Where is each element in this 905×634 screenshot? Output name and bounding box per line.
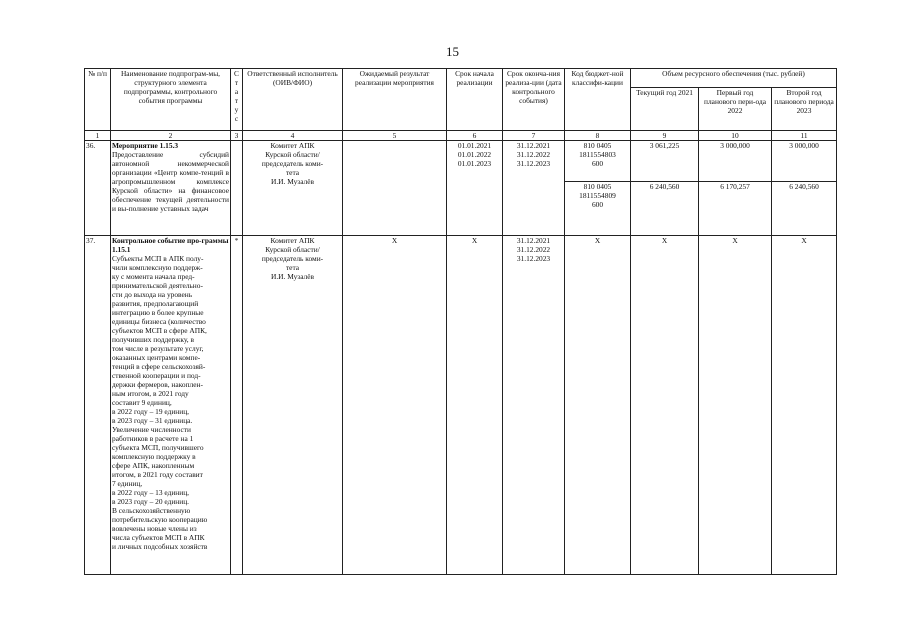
amount-2023: 6 240,560 [772, 182, 837, 236]
amount-2023: 3 000,000 [772, 141, 837, 182]
header-code: Код бюджет-ной классифи-кации [565, 69, 631, 131]
budget-code [565, 141, 631, 182]
table-row [85, 236, 837, 575]
column-number: 3 [231, 131, 243, 141]
row-text-line: числа субъектов МСП в АПК [112, 533, 205, 542]
column-number: 6 [447, 131, 503, 141]
header-name: Наименование подпрограм-мы, структурного элемента подпрограммы, контрольного события программы [111, 69, 231, 131]
row-text-line: и личных подсобных хозяйств [112, 542, 208, 551]
row-text-line: том числе в результате услуг, [112, 344, 204, 353]
row-start: X [447, 236, 503, 575]
row-name [111, 236, 231, 575]
row-status: * [231, 236, 243, 575]
row-text-line: получивших поддержку, в [112, 335, 194, 344]
row-end [503, 141, 565, 236]
row-text-line: держки фермеров, накоплен- [112, 380, 203, 389]
amount-2022: 3 000,000 [699, 141, 772, 182]
header-num: № п/п [85, 69, 111, 131]
row-text-line: ственной кооперации и под- [112, 371, 201, 380]
row-text-line: субъектов МСП в сфере АПК, [112, 326, 207, 335]
column-number: 1 [85, 131, 111, 141]
start-date: 01.01.2021 [457, 141, 492, 150]
amount-2022: X [699, 236, 772, 575]
responsible-line: Курской области/ [265, 245, 320, 254]
row-description: Предоставление субсидий автономной некоммерческой организации «Центр компе-тенций в агропромышленном комплексе Курской области» на финансовое обеспечение текущей деятельности и вы-полнение уставных задач [112, 150, 229, 213]
start-date: 01.01.2023 [457, 159, 492, 168]
header-current-year: Текущий год 2021 [631, 88, 699, 131]
end-date: 31.12.2021 [516, 236, 551, 245]
row-text-line: ным итогом, в 2021 году [112, 389, 189, 398]
row-name [111, 141, 231, 236]
row-responsible [243, 141, 343, 236]
column-number: 7 [503, 131, 565, 141]
row-text-line: в 2023 году – 20 единиц. [112, 497, 189, 506]
end-date: 31.12.2023 [516, 159, 551, 168]
responsible-line: Комитет АПК [270, 236, 315, 245]
responsible-line: тета [285, 263, 300, 272]
header-volume: Объем ресурсного обеспечения (тыс. рублей) [631, 69, 837, 88]
header-end: Срок оконча-ния реализа-ции (дата контрольного события) [503, 69, 565, 131]
responsible-line: тета [285, 168, 300, 177]
table-row [85, 141, 837, 182]
responsible-line: И.И. Музалёв [270, 177, 315, 186]
responsible-line: И.И. Музалёв [270, 272, 315, 281]
start-date: 01.01.2022 [457, 150, 492, 159]
budget-code-line: 600 [591, 200, 604, 210]
header-second-year: Второй год планового периода 2023 [772, 88, 837, 131]
row-text-line: В сельскохозяйственную [112, 506, 191, 515]
header-status-letter: а [234, 87, 239, 96]
row-text-line: составит 9 единиц, [112, 398, 172, 407]
row-text-line: итогом, в 2021 году составит [112, 470, 203, 479]
header-status-letter: С [234, 69, 239, 78]
row-result [343, 141, 447, 236]
row-text-line: 7 единиц, [112, 479, 143, 488]
row-text-line: чили комплексную поддерж- [112, 263, 203, 272]
row-title: Мероприятие 1.15.3 [112, 141, 179, 150]
amount-2021: X [631, 236, 699, 575]
header-status-letter: т [234, 78, 239, 87]
budget-code-line: 1811554809 [579, 191, 616, 201]
row-end [503, 236, 565, 575]
row-text-line: сти до выхода на уровень [112, 290, 193, 299]
row-text-line: оказанных центрами компе- [112, 353, 201, 362]
responsible-line: Курской области/ [265, 150, 320, 159]
amount-2021: 6 240,560 [631, 182, 699, 236]
column-number: 10 [699, 131, 772, 141]
header-start: Срок начала реализации [447, 69, 503, 131]
header-status-letter: у [234, 105, 239, 114]
responsible-line: председатель коми- [261, 159, 324, 168]
column-number: 5 [343, 131, 447, 141]
row-text-line: принимательской деятельно- [112, 281, 203, 290]
row-text-line: потребительскую кооперацию [112, 515, 208, 524]
row-text-line: комплексную поддержку в [112, 452, 196, 461]
budget-code-line: 1811554803 [579, 150, 616, 159]
header-responsible: Ответственный исполнитель (ОИВ/ФИО) [243, 69, 343, 131]
responsible-line: Комитет АПК [270, 141, 315, 150]
end-date: 31.12.2023 [516, 254, 551, 263]
row-responsible [243, 236, 343, 575]
row-text-line: в 2023 году – 31 единица. [112, 416, 193, 425]
responsible-line: председатель коми- [261, 254, 324, 263]
column-number: 2 [111, 131, 231, 141]
row-text-line: сфере АПК, накопленным [112, 461, 195, 470]
budget-code-line: 810 0405 [583, 141, 612, 150]
column-number: 8 [565, 131, 631, 141]
column-numbers-row [85, 131, 837, 141]
header-row [85, 69, 837, 88]
row-start [447, 141, 503, 236]
row-text-line: тенций в сфере сельскохозяй- [112, 362, 206, 371]
row-text-line: в 2022 году – 13 единиц, [112, 488, 189, 497]
end-date: 31.12.2022 [516, 150, 551, 159]
row-number: 37. [85, 236, 111, 575]
budget-code [565, 182, 631, 236]
program-table [84, 68, 837, 575]
row-title: Контрольное событие про-граммы 1.15.1 [112, 236, 229, 254]
row-text-line: в 2022 году – 19 единиц, [112, 407, 189, 416]
budget-code-line: 810 0405 [583, 182, 612, 192]
header-status-letter: т [234, 96, 239, 105]
row-result: X [343, 236, 447, 575]
row-number: 36. [85, 141, 111, 236]
row-text-line: работников в расчете на 1 [112, 434, 194, 443]
header-status-letter: с [234, 114, 239, 123]
budget-code: X [565, 236, 631, 575]
header-result: Ожидаемый результат реализации мероприятия [343, 69, 447, 131]
amount-2023: X [772, 236, 837, 575]
row-text-line: вовлечены новые члены из [112, 524, 197, 533]
row-text-line: развития, предполагающий [112, 299, 199, 308]
row-status [231, 141, 243, 236]
header-first-year: Первый год планового пери-ода 2022 [699, 88, 772, 131]
column-number: 4 [243, 131, 343, 141]
header-status [231, 69, 243, 131]
end-date: 31.12.2021 [516, 141, 551, 150]
page-number: 15 [446, 44, 459, 59]
amount-2022: 6 170,257 [699, 182, 772, 236]
column-number: 11 [772, 131, 837, 141]
row-text-line: Увеличение численности [112, 425, 191, 434]
row-text-line: ку с момента начала пред- [112, 272, 195, 281]
amount-2021: 3 061,225 [631, 141, 699, 182]
row-text-line: субъекта МСП, получившего [112, 443, 204, 452]
column-number: 9 [631, 131, 699, 141]
row-text-line: единицы бизнеса (количество [112, 317, 206, 326]
budget-code-line: 600 [591, 159, 604, 168]
row-text-line: интеграцию в более крупные [112, 308, 204, 317]
row-text-line: Субъекты МСП в АПК полу- [112, 254, 204, 263]
end-date: 31.12.2022 [516, 245, 551, 254]
